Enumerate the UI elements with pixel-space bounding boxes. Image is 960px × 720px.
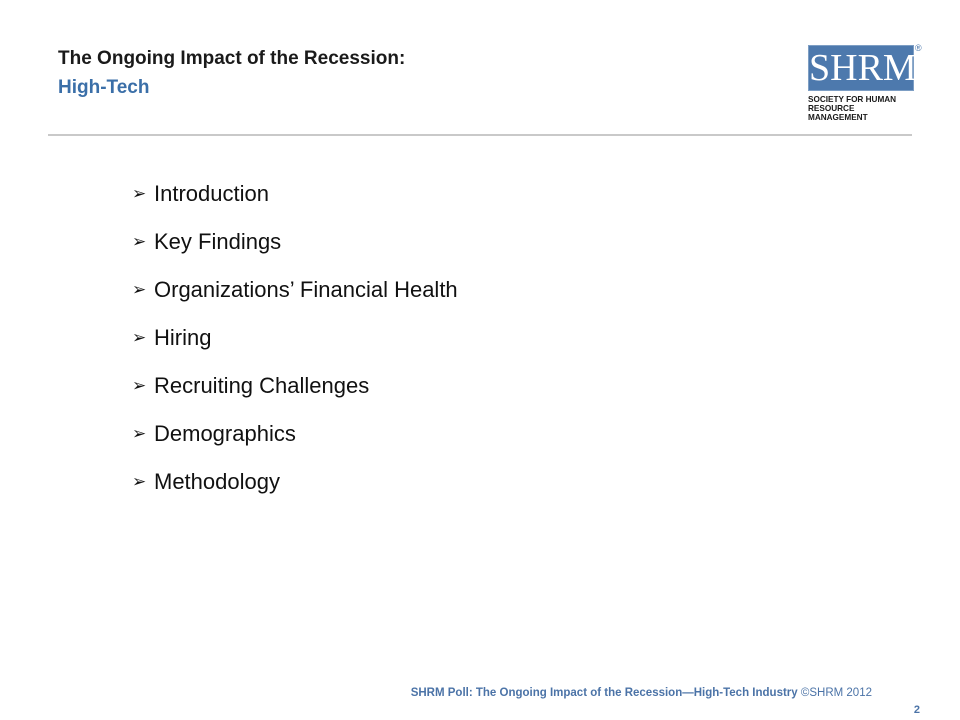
arrowhead-bullet-icon: ➢ — [132, 328, 147, 348]
agenda-item-label: Recruiting Challenges — [154, 373, 370, 398]
agenda-item-label: Hiring — [154, 325, 212, 350]
slide-header — [58, 44, 405, 102]
agenda-item-label: Demographics — [154, 421, 296, 446]
agenda-item — [132, 362, 458, 410]
agenda-item — [132, 266, 458, 314]
arrowhead-bullet-icon: ➢ — [132, 280, 147, 300]
shrm-logo — [808, 45, 920, 122]
page-number: 2 — [913, 704, 920, 716]
agenda-item — [132, 410, 458, 458]
logo-tagline-line2: RESOURCE MANAGEMENT — [808, 104, 868, 122]
footer-copyright: ©SHRM 2012 — [800, 687, 872, 699]
agenda-item — [132, 170, 458, 218]
agenda-item-label: Methodology — [154, 469, 280, 494]
slide-footer — [411, 687, 872, 699]
agenda-list — [132, 170, 458, 506]
arrowhead-bullet-icon: ➢ — [132, 376, 147, 396]
logo-tagline-line1: SOCIETY FOR HUMAN — [808, 95, 897, 104]
arrowhead-bullet-icon: ➢ — [132, 472, 147, 492]
arrowhead-bullet-icon: ➢ — [132, 424, 147, 444]
logo-tagline — [808, 95, 916, 122]
slide-subtitle: High-Tech — [58, 77, 150, 98]
header-divider — [48, 134, 912, 136]
arrowhead-bullet-icon: ➢ — [132, 184, 147, 204]
agenda-item — [132, 314, 458, 362]
arrowhead-bullet-icon: ➢ — [132, 232, 147, 252]
agenda-item-label: Organizations’ Financial Health — [154, 277, 458, 302]
registered-mark: ® — [915, 43, 922, 53]
agenda-item — [132, 218, 458, 266]
agenda-item-label: Introduction — [154, 181, 269, 206]
logo-mark: SHRM — [809, 47, 917, 89]
agenda-item-label: Key Findings — [154, 229, 282, 254]
footer-text: SHRM Poll: The Ongoing Impact of the Recession—High-Tech Industry — [410, 687, 798, 699]
agenda-item — [132, 458, 458, 506]
slide-title: The Ongoing Impact of the Recession: — [58, 48, 406, 69]
